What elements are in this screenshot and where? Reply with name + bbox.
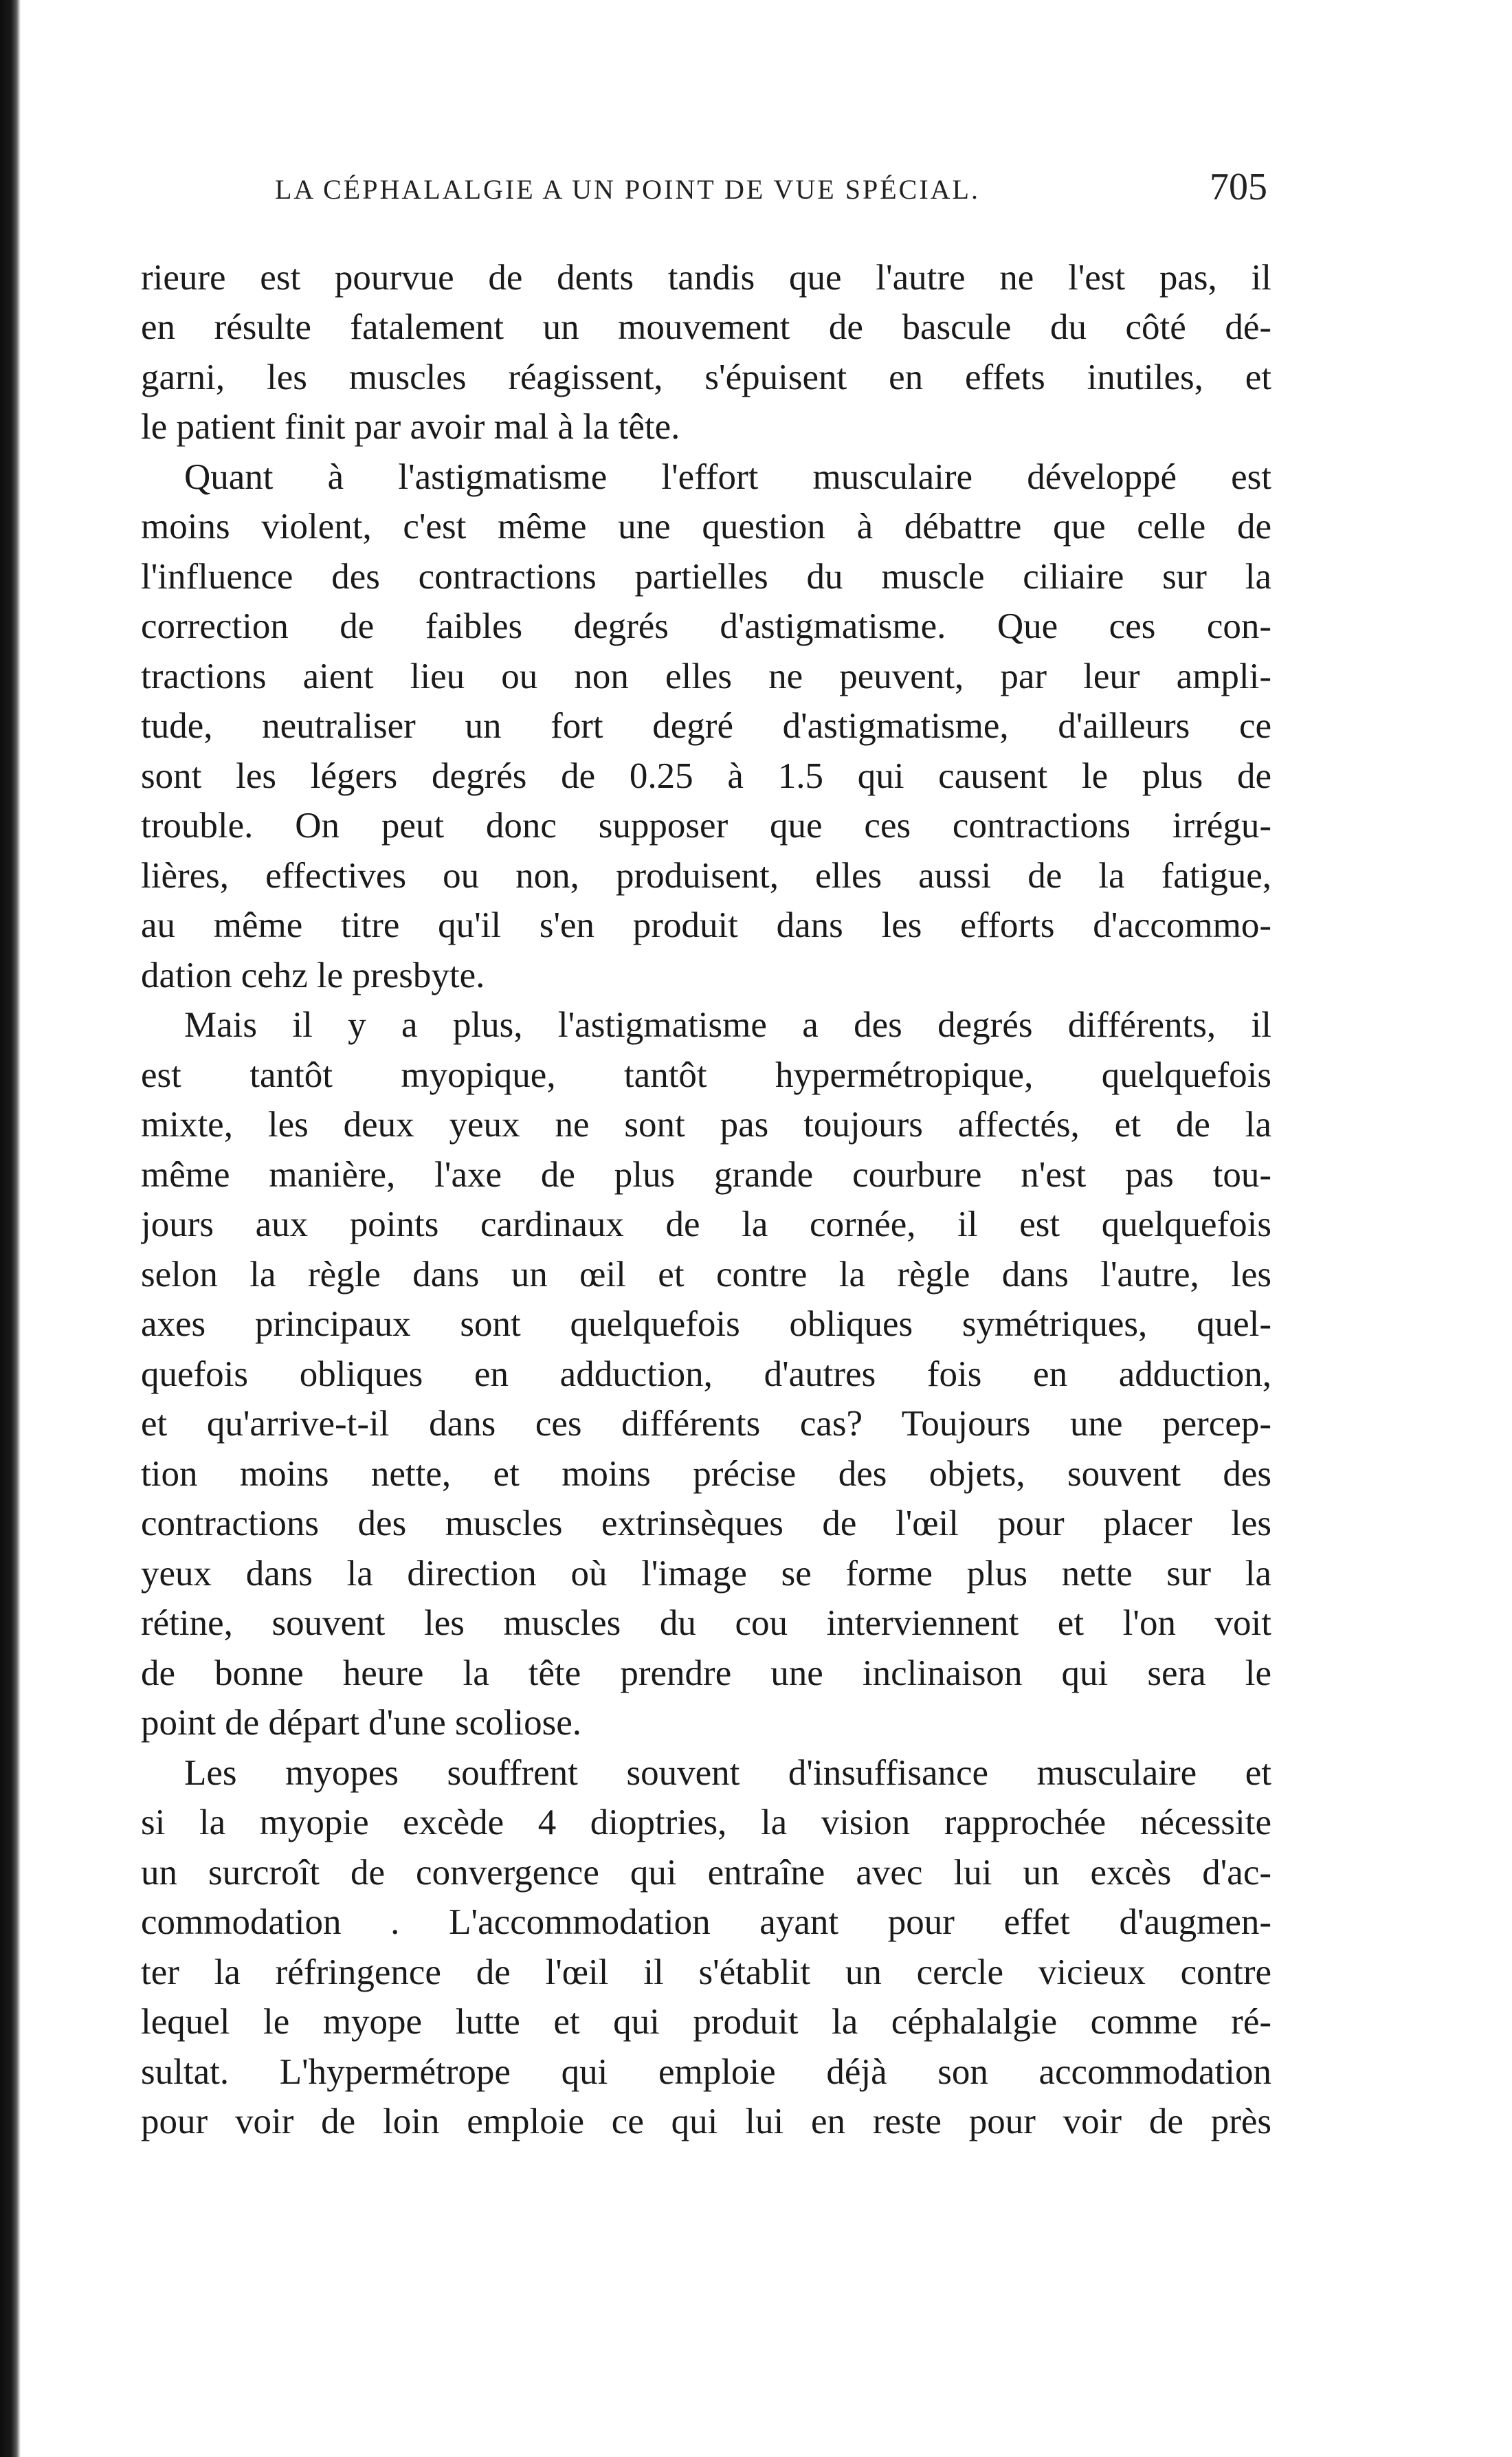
text-line: rieure est pourvue de dents tandis que l'autre ne l'est pas, il bbox=[141, 258, 1271, 298]
text-line: un surcroît de convergence qui entraîne avec lui un excès d'ac- bbox=[141, 1853, 1271, 1893]
text-line: au même titre qu'il s'en produit dans les efforts d'accommo- bbox=[141, 905, 1271, 945]
text-line: ter la réfringence de l'œil il s'établit un cercle vicieux contre bbox=[141, 1952, 1271, 1992]
text-line: correction de faibles degrés d'astigmatisme. Que ces con- bbox=[141, 606, 1271, 646]
text-line: commodation . L'accommodation ayant pour effet d'augmen- bbox=[141, 1902, 1271, 1942]
text-line: garni, les muscles réagissent, s'épuisent en effets inutiles, et bbox=[141, 357, 1271, 397]
page-number: 705 bbox=[1210, 166, 1267, 208]
text-line: en résulte fatalement un mouvement de bascule du côté dé- bbox=[141, 307, 1271, 347]
text-line: axes principaux sont quelquefois obliques symétriques, quel- bbox=[141, 1304, 1271, 1344]
text-line: de bonne heure la tête prendre une inclinaison qui sera le bbox=[141, 1653, 1271, 1693]
text-line: si la myopie excède 4 dioptries, la vision rapprochée nécessite bbox=[141, 1803, 1271, 1842]
text-line: tion moins nette, et moins précise des objets, souvent des bbox=[141, 1454, 1271, 1494]
text-line: Les myopes souffrent souvent d'insuffisance musculaire et bbox=[184, 1753, 1271, 1793]
text-line: dation cehz le presbyte. bbox=[141, 956, 485, 995]
text-line: l'influence des contractions partielles du muscle ciliaire sur la bbox=[141, 557, 1271, 597]
text-line: lières, effectives ou non, produisent, elles aussi de la fatigue, bbox=[141, 856, 1271, 896]
text-line: et qu'arrive-t-il dans ces différents cas? Toujours une percep- bbox=[141, 1404, 1271, 1444]
text-line: même manière, l'axe de plus grande courbure n'est pas tou- bbox=[141, 1155, 1271, 1195]
text-line: contractions des muscles extrinsèques de l'œil pour placer les bbox=[141, 1503, 1271, 1543]
text-line: selon la règle dans un œil et contre la règle dans l'autre, les bbox=[141, 1255, 1271, 1294]
text-line: tractions aient lieu ou non elles ne peuvent, par leur ampli- bbox=[141, 657, 1271, 696]
text-line: point de départ d'une scoliose. bbox=[141, 1703, 581, 1743]
text-line: tude, neutraliser un fort degré d'astigmatisme, d'ailleurs ce bbox=[141, 706, 1271, 746]
text-line: yeux dans la direction où l'image se forme plus nette sur la bbox=[141, 1554, 1271, 1594]
text-line: lequel le myope lutte et qui produit la céphalalgie comme ré- bbox=[141, 2002, 1271, 2042]
text-line: trouble. On peut donc supposer que ces contractions irrégu- bbox=[141, 806, 1271, 846]
text-line: pour voir de loin emploie ce qui lui en reste pour voir de près bbox=[141, 2102, 1271, 2141]
text-line: est tantôt myopique, tantôt hypermétropique, quelquefois bbox=[141, 1055, 1271, 1095]
text-line: sont les légers degrés de 0.25 à 1.5 qui causent le plus de bbox=[141, 756, 1271, 796]
text-line: mixte, les deux yeux ne sont pas toujours affectés, et de la bbox=[141, 1105, 1271, 1145]
text-line: jours aux points cardinaux de la cornée, il est quelquefois bbox=[141, 1204, 1271, 1244]
text-line: le patient finit par avoir mal à la tête. bbox=[141, 407, 680, 447]
text-line: Mais il y a plus, l'astigmatisme a des degrés différents, il bbox=[184, 1005, 1271, 1045]
running-head: LA CÉPHALALGIE A UN POINT DE VUE SPÉCIAL. bbox=[275, 174, 980, 205]
text-line: sultat. L'hypermétrope qui emploie déjà son accommodation bbox=[141, 2052, 1271, 2092]
text-line: quefois obliques en adduction, d'autres fois en adduction, bbox=[141, 1354, 1271, 1394]
text-line: rétine, souvent les muscles du cou interviennent et l'on voit bbox=[141, 1603, 1271, 1643]
text-line: Quant à l'astigmatisme l'effort musculaire développé est bbox=[184, 457, 1271, 497]
text-line: moins violent, c'est même une question à débattre que celle de bbox=[141, 507, 1271, 547]
